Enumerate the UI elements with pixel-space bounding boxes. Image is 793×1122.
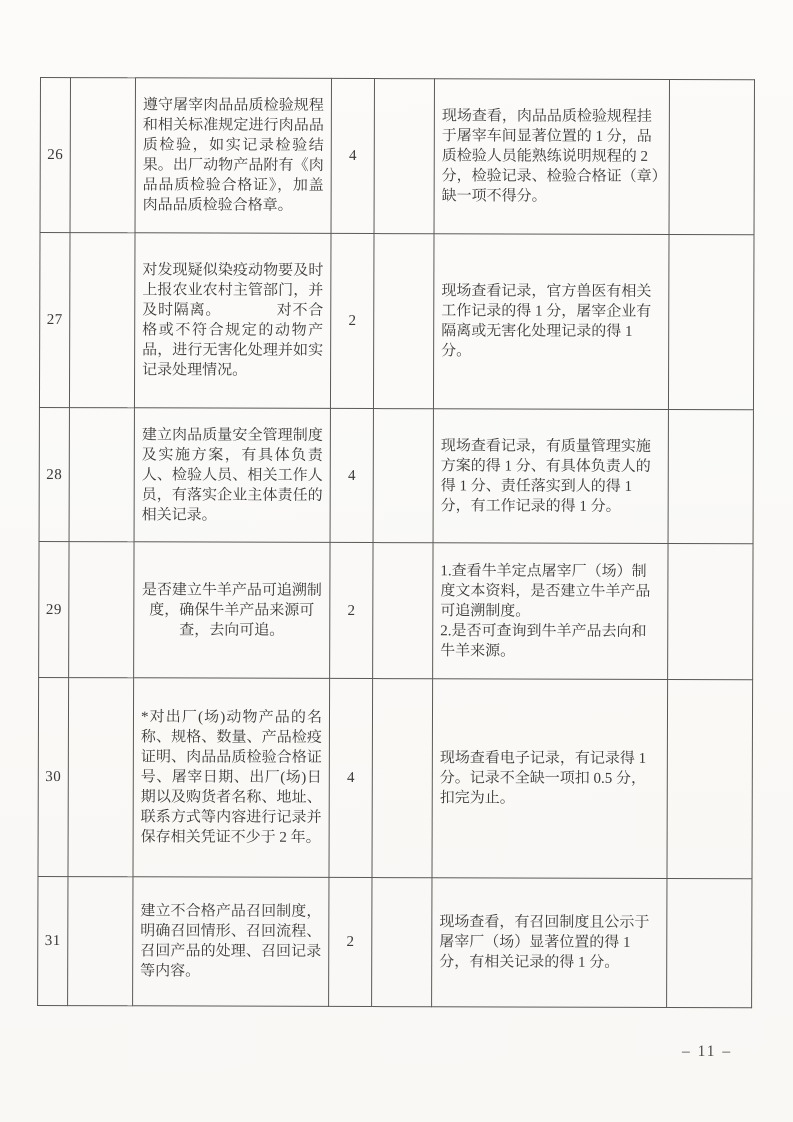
table-row-31	[38, 876, 752, 1007]
blank-cell	[372, 878, 432, 1007]
score-value: 4	[330, 408, 373, 542]
blank-cell	[374, 79, 434, 234]
table-row-26	[40, 78, 754, 235]
score-value: 2	[329, 877, 372, 1006]
blank-cell	[667, 679, 753, 878]
item-number: 30	[38, 677, 69, 876]
scoring-criteria-text: 现场查看，有召回制度且公示于屠宰厂（场）显著位置的得 1 分，有相关记录的得 1 分。	[432, 878, 667, 1008]
blank-cell	[372, 679, 433, 878]
blank-cell	[373, 543, 433, 679]
blank-cell	[69, 408, 134, 542]
blank-cell	[69, 233, 135, 408]
blank-cell	[667, 878, 752, 1007]
table-row-27	[39, 233, 754, 410]
item-number: 29	[39, 541, 69, 677]
table-row-28	[39, 407, 753, 543]
requirement-text: 对发现疑似染疫动物要及时上报农业农村主管部门，并及时隔离。 对不合格或不符合规定的动物产品，进行无害化处理并如实记录处理情况。	[134, 233, 331, 409]
blank-cell	[68, 678, 134, 877]
requirement-text: 建立不合格产品召回制度，明确召回情形、召回流程、召回产品的处理、召回记录等内容。	[133, 877, 329, 1007]
item-number: 27	[39, 233, 70, 408]
blank-cell	[373, 409, 433, 543]
item-number: 26	[40, 78, 70, 233]
blank-cell	[668, 543, 753, 679]
scoring-criteria-text: 现场查看记录，有质量管理实施方案的得 1 分、有具体负责人的得 1 分、责任落实到人的得 1 分，有工作记录的得 1 分。	[433, 409, 668, 544]
requirement-text: 遵守屠宰肉品品质检验规程和相关标准规定进行肉品品质检验，如实记录检验结果。出厂动物产品附有《肉品品质检验合格证》，加盖肉品品质检验合格章。	[135, 78, 331, 234]
scoring-criteria-text: 现场查看电子记录，有记录得 1 分。记录不全缺一项扣 0.5 分，扣完为止。	[432, 679, 668, 879]
table-row-29	[39, 541, 753, 679]
scoring-criteria-text: 现场查看记录，官方兽医有相关工作记录的得 1 分，屠宰企业有隔离或无害化处理记录的得 1 分。	[433, 234, 669, 410]
scoring-criteria-text: 1.查看牛羊定点屠宰厂（场）制度文本资料，是否建立牛羊产品可追溯制度。 2.是否可查询到牛羊产品去向和牛羊来源。	[433, 543, 668, 680]
blank-cell	[70, 78, 135, 233]
score-value: 4	[331, 78, 374, 233]
score-value: 2	[330, 542, 373, 678]
item-number: 28	[39, 407, 69, 541]
blank-cell	[668, 234, 754, 409]
blank-cell	[68, 877, 133, 1006]
blank-cell	[69, 542, 134, 678]
page-number: – 11 –	[682, 1043, 733, 1060]
item-number: 31	[38, 876, 68, 1005]
table-row-30	[38, 677, 753, 878]
score-value: 2	[330, 233, 374, 408]
inspection-scoring-table	[37, 77, 755, 1008]
scoring-criteria-text: 现场查看，肉品品质检验规程挂于屠宰车间显著位置的 1 分，品质检验人员能熟练说明规程的 2 分，检验记录、检验合格证（章）缺一项不得分。	[434, 79, 669, 235]
requirement-text: 是否建立牛羊产品可追溯制度，确保牛羊产品来源可查，去向可追。	[134, 542, 330, 679]
blank-cell	[668, 409, 753, 543]
blank-cell	[669, 79, 754, 234]
requirement-text: *对出厂(场)动物产品的名称、规格、数量、产品检疫证明、肉品品质检验合格证号、屠宰日期、出厂(场)日期以及购货者名称、地址、联系方式等内容进行记录并保存相关凭证不少于 2 年。	[133, 678, 330, 878]
blank-cell	[373, 234, 434, 409]
requirement-text: 建立肉品质量安全管理制度及实施方案，有具体负责人、检验人员、相关工作人员，有落实企业主体责任的相关记录。	[134, 408, 330, 543]
score-value: 4	[329, 678, 373, 877]
